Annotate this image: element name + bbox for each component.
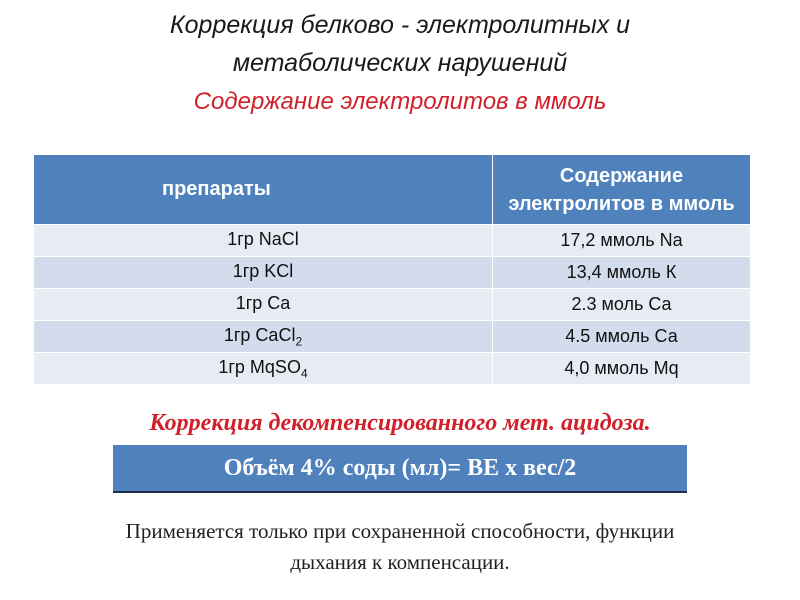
table-row <box>34 289 750 321</box>
header-content <box>493 155 751 225</box>
header-content-line1: Содержание <box>559 164 684 187</box>
slide-title-line1: Коррекция белково - электролитных и <box>169 11 631 39</box>
table-row <box>34 353 750 385</box>
content-cell: 2.3 моль Са <box>493 289 751 321</box>
correction-heading: Коррекция декомпенсированного мет. ацидоза. <box>149 410 651 436</box>
usage-note-line1: Применяется только при сохраненной способности, функции <box>125 519 675 543</box>
header-drugs: препараты <box>34 155 493 225</box>
formula-box: Объём 4% соды (мл)= ВЕ х вес/2 <box>113 445 687 493</box>
electrolyte-table <box>34 155 750 384</box>
drug-name: 1гр NaCl <box>227 228 299 249</box>
drug-name: 1гр MqSO <box>218 356 301 377</box>
slide-subtitle: Содержание электролитов в ммоль <box>193 88 607 115</box>
drug-cell <box>34 225 493 257</box>
drug-cell <box>34 353 493 385</box>
drug-cell <box>34 321 493 353</box>
header-content-line2: электролитов в ммоль <box>508 192 735 215</box>
table-header-row <box>34 155 750 225</box>
slide-title <box>0 6 800 82</box>
usage-note-line2: дыхания к компенсации. <box>290 550 510 574</box>
drug-name: 1гр Ca <box>235 292 291 313</box>
drug-cell <box>34 289 493 321</box>
drug-subscript: 2 <box>295 334 303 349</box>
table-row <box>34 321 750 353</box>
content-cell: 17,2 ммоль Na <box>493 225 751 257</box>
usage-note <box>0 516 800 578</box>
slide-title-line2: метаболических нарушений <box>232 49 568 77</box>
drug-name: 1гр KCl <box>232 260 294 281</box>
content-cell: 4,0 ммоль Mq <box>493 353 751 385</box>
drug-cell <box>34 257 493 289</box>
drug-name: 1гр CaCl <box>223 324 296 345</box>
content-cell: 4.5 ммоль Са <box>493 321 751 353</box>
table-row <box>34 257 750 289</box>
drug-subscript: 4 <box>300 366 308 381</box>
table-row <box>34 225 750 257</box>
content-cell: 13,4 ммоль К <box>493 257 751 289</box>
